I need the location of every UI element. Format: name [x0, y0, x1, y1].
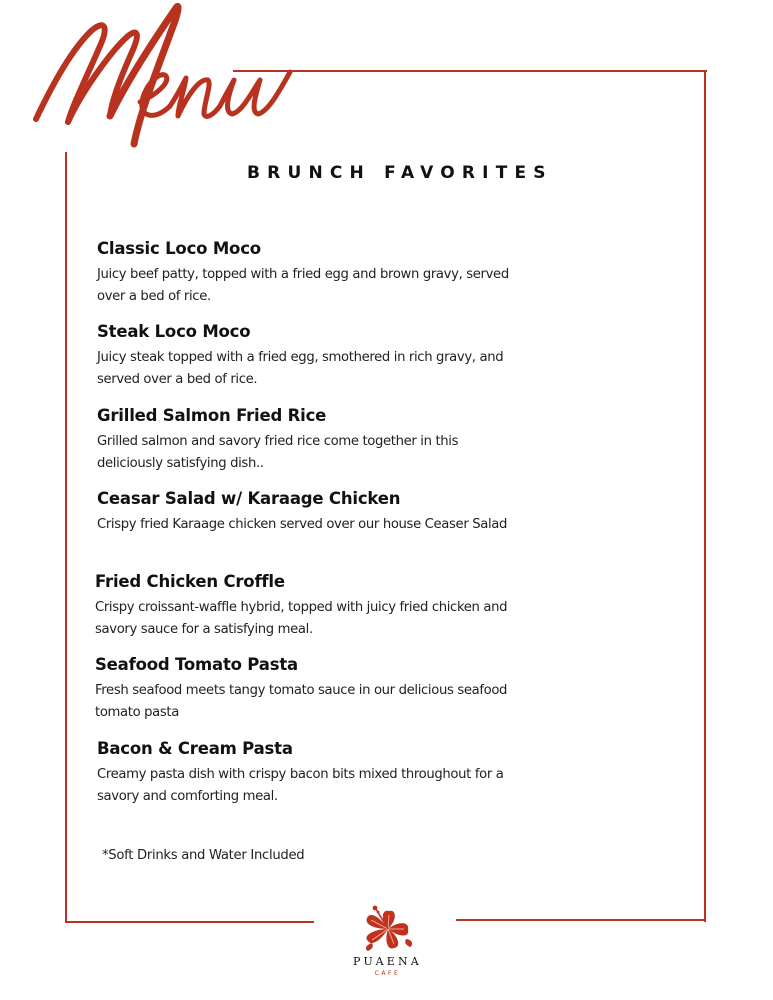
section-title: BRUNCH FAVORITES [247, 163, 553, 183]
menu-item-description: Grilled salmon and savory fried rice come together in this deliciously satisfying dish.. [97, 434, 459, 471]
menu-item-description: Crispy fried Karaage chicken served over our house Ceaser Salad [97, 517, 508, 532]
menu-item [97, 738, 537, 808]
logo-subtitle: CAFE [374, 970, 401, 977]
frame-border-bottom-right [456, 919, 706, 921]
menu-item [97, 405, 537, 475]
menu-item [97, 488, 537, 536]
menu-item-name: Steak Loco Moco [97, 322, 251, 341]
menu-item [95, 654, 535, 724]
menu-item-name: Classic Loco Moco [97, 239, 261, 258]
menu-item-description: Fresh seafood meets tangy tomato sauce in our delicious seafood tomato pasta [95, 683, 508, 720]
menu-item [95, 571, 535, 641]
menu-item [97, 238, 537, 308]
menu-item-description: Crispy croissant-waffle hybrid, topped with juicy fried chicken and savory sauce for a satisfying meal. [95, 600, 508, 637]
menu-item-description: Juicy steak topped with a fried egg, smothered in rich gravy, and served over a bed of rice. [97, 350, 504, 387]
menu-script-title [28, 0, 328, 164]
hibiscus-flower-icon [358, 903, 418, 955]
cafe-logo [345, 903, 430, 983]
frame-border-bottom-left [65, 921, 314, 923]
frame-border-left [65, 152, 67, 923]
menu-item-name: Seafood Tomato Pasta [95, 655, 298, 674]
menu-item-name: Fried Chicken Croffle [95, 572, 285, 591]
menu-item-description: Juicy beef patty, topped with a fried egg and brown gravy, served over a bed of rice. [97, 267, 509, 304]
menu-item-name: Ceasar Salad w/ Karaage Chicken [97, 489, 401, 508]
menu-item-name: Grilled Salmon Fried Rice [97, 406, 327, 425]
menu-item-description: Creamy pasta dish with crispy bacon bits mixed throughout for a savory and comforting meal. [97, 767, 504, 804]
footnote: *Soft Drinks and Water Included [102, 848, 305, 863]
logo-name: PUAENA [353, 955, 422, 968]
frame-border-right [704, 70, 706, 922]
menu-item [97, 321, 537, 391]
menu-item-name: Bacon & Cream Pasta [97, 739, 293, 758]
